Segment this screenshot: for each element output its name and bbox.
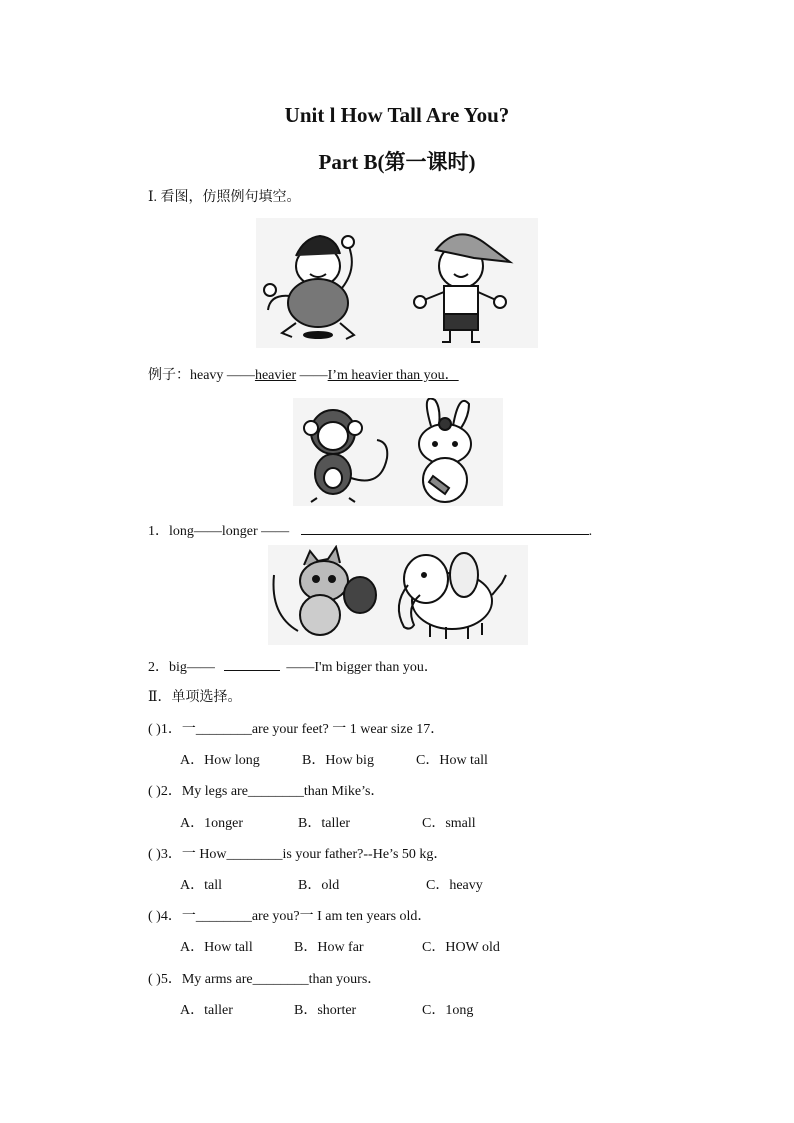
page-subtitle: Part B(第一课时)	[318, 150, 476, 174]
mc-option-4a[interactable]: A．How tall	[180, 940, 253, 955]
mc-option-3b[interactable]: B．old	[298, 878, 340, 893]
mc-option-3c[interactable]: C．heavy	[426, 878, 483, 893]
question-2-line	[148, 656, 438, 676]
mc-question-1: ( )1．一________are your feet? 一 1 wear size 17．	[148, 722, 445, 737]
question-1-text: 1．long——longer ——	[148, 524, 290, 539]
mc-option-1a[interactable]: A．How long	[180, 753, 260, 768]
mc-question-3: ( )3．一 How________is your father?--He’s 50 kg．	[148, 847, 448, 862]
monkey-and-rabbit-illustration	[293, 398, 503, 506]
question-1-line	[148, 520, 592, 540]
example-prefix: 例子：heavy ——	[148, 368, 255, 383]
example-sentence: I’m heavier than you．	[327, 368, 459, 383]
example-dash: ——	[296, 368, 328, 383]
mc-option-2c[interactable]: C．small	[422, 816, 476, 831]
question-1-end: .	[588, 524, 593, 539]
mc-option-1b[interactable]: B．How big	[302, 753, 374, 768]
page-title: Unit l How Tall Are You?	[284, 103, 510, 127]
mc-question-4: ( )4．一________are you?一 I am ten years old．	[148, 909, 432, 924]
mc-option-4b[interactable]: B．How far	[294, 940, 364, 955]
example-line	[148, 364, 459, 384]
two-boys-illustration	[256, 218, 538, 348]
mc-option-2a[interactable]: A．1onger	[180, 816, 243, 831]
mc-option-1c[interactable]: C．How tall	[416, 753, 488, 768]
question-2-text: 2．big——	[148, 660, 215, 675]
example-word: heavier	[254, 368, 297, 383]
section-1-heading: Ⅰ. 看图，仿照例句填空。	[148, 190, 301, 205]
mc-option-4c[interactable]: C．HOW old	[422, 940, 500, 955]
answer-blank-2[interactable]	[224, 656, 280, 671]
mc-option-5a[interactable]: A．taller	[180, 1003, 233, 1018]
cat-and-elephant-illustration	[268, 545, 528, 645]
mc-option-5b[interactable]: B．shorter	[294, 1003, 357, 1018]
mc-question-2: ( )2．My legs are________than Mike’s．	[148, 784, 385, 799]
question-2-end: ——I'm bigger than you．	[286, 660, 438, 675]
mc-question-5: ( )5．My arms are________than yours．	[148, 972, 382, 987]
mc-option-5c[interactable]: C．1ong	[422, 1003, 474, 1018]
mc-option-3a[interactable]: A．tall	[180, 878, 222, 893]
section-2-heading: Ⅱ．单项选择。	[148, 690, 242, 705]
mc-option-2b[interactable]: B．taller	[298, 816, 351, 831]
answer-blank-1[interactable]	[301, 520, 589, 535]
